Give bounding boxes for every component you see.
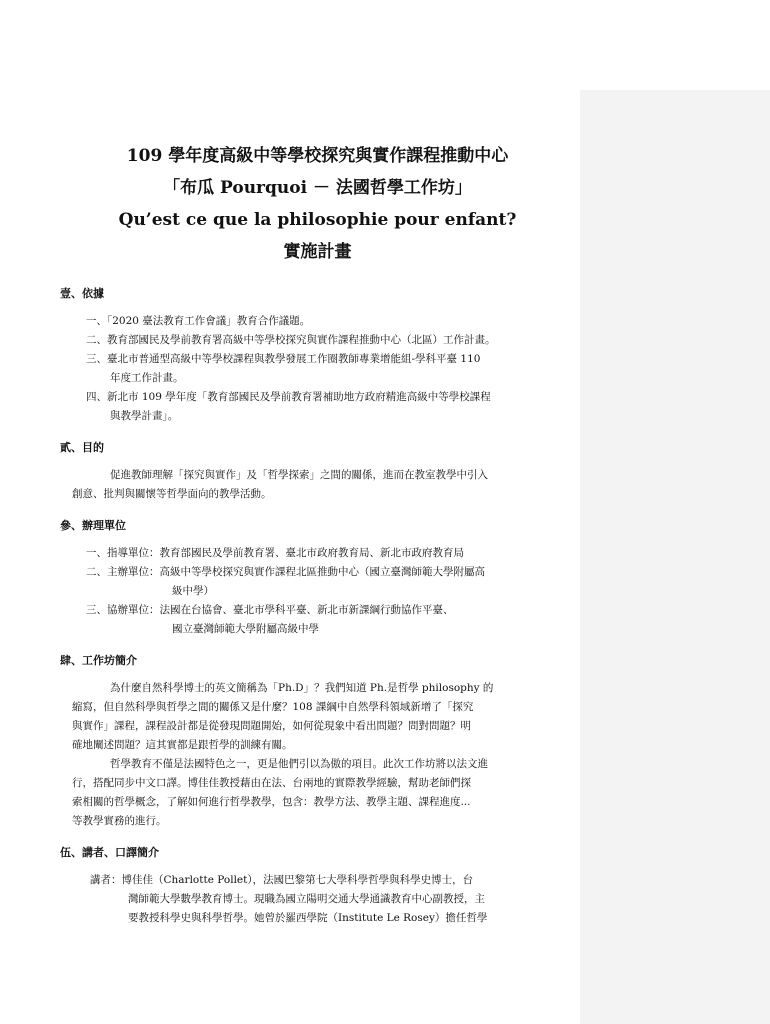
comment-margin-panel bbox=[580, 90, 770, 1024]
list-item-continuation: 與教學計畫」。 bbox=[110, 410, 179, 422]
list-item: 四、新北市 109 學年度「教育部國民及學前教育署補助地方政府精進高級中等學校課程 bbox=[86, 391, 491, 403]
paragraph-line: 確地闡述問題？這其實都是跟哲學的訓練有關。 bbox=[72, 739, 293, 751]
list-item-continuation: 國立臺灣師範大學附屬高級中學 bbox=[172, 623, 319, 635]
paragraph-line: 縮寫，但自然科學與哲學之間的關係又是什麼？108 課綱中自然學科領域新增了「探究 bbox=[72, 701, 474, 713]
section-heading-speakers: 伍、講者、口譯簡介 bbox=[60, 846, 159, 859]
paragraph-line: 促進教師理解「探究與實作」及「哲學探索」之間的關係，進而在教室教學中引入 bbox=[110, 469, 488, 481]
section-heading-workshop-intro: 肆、工作坊簡介 bbox=[60, 654, 137, 667]
paragraph-line: 講者：博佳佳（Charlotte Pollet），法國巴黎第七大學科學哲學與科學史博士，台 bbox=[90, 874, 474, 886]
paragraph-line: 灣師範大學數學教育博士。現職為國立陽明交通大學通識教育中心副教授，主 bbox=[128, 893, 485, 905]
title-line-4: 實施計畫 bbox=[283, 242, 352, 262]
section-heading-organizers: 參、辦理單位 bbox=[60, 519, 126, 532]
paragraph-line: 哲學教育不僅是法國特色之一，更是他們引以為傲的項目。此次工作坊將以法文進 bbox=[110, 758, 488, 770]
list-item: 三、臺北市普通型高級中等學校課程與教學發展工作圈教師專業增能組-學科平臺 110 bbox=[86, 353, 481, 365]
document-content bbox=[50, 140, 585, 928]
list-item: 一、指導單位：教育部國民及學前教育署、臺北市政府教育局、新北市政府教育局 bbox=[86, 547, 464, 559]
section-heading-purpose: 貳、目的 bbox=[60, 441, 104, 454]
paragraph-line: 等教學實務的進行。 bbox=[72, 815, 167, 827]
paragraph-line: 為什麼自然科學博士的英文簡稱為「Ph.D」？我們知道 Ph.是哲學 philosophy 的 bbox=[110, 682, 494, 694]
speaker-bio bbox=[90, 871, 585, 928]
paragraph-line: 索相關的哲學概念，了解如何進行哲學教學，包含：教學方法、教學主題、課程進度... bbox=[72, 796, 471, 808]
organizers-list bbox=[86, 544, 585, 639]
section-heading-basis: 壹、依據 bbox=[60, 287, 104, 300]
list-item: 二、教育部國民及學前教育署高級中等學校探究與實作課程推動中心（北區）工作計畫。 bbox=[86, 334, 496, 346]
title-line-2: 「布瓜 Pourquoi － 法國哲學工作坊」 bbox=[163, 178, 472, 198]
paragraph-line: 要教授科學史與科學哲學。她曾於羅西學院（Institute Le Rosey）擔任哲學 bbox=[128, 912, 488, 924]
list-item: 二、主辦單位：高級中等學校探究與實作課程北區推動中心（國立臺灣師範大學附屬高 bbox=[86, 566, 485, 578]
title-line-3: Qu’est ce que la philosophie pour enfant? bbox=[118, 210, 517, 230]
list-item-continuation: 年度工作計畫。 bbox=[110, 372, 184, 384]
paragraph-line: 與實作」課程，課程設計都是從發現問題開始，如何從現象中看出問題？問對問題？明 bbox=[72, 720, 471, 732]
list-item-continuation: 級中學） bbox=[172, 585, 214, 597]
basis-list bbox=[86, 312, 585, 426]
title-line-1: 109 學年度高級中等學校探究與實作課程推動中心 bbox=[126, 146, 509, 166]
paragraph-line: 行，搭配同步中文口譯。博佳佳教授藉由在法、台兩地的實際教學經驗，幫助老師們探 bbox=[72, 777, 471, 789]
document-title bbox=[40, 140, 595, 268]
list-item: 三、協辦單位：法國在台協會、臺北市學科平臺、新北市新課綱行動協作平臺、 bbox=[86, 604, 454, 616]
list-item: 一、「2020 臺法教育工作會議」教育合作議題。 bbox=[86, 315, 311, 327]
paragraph-line: 創意、批判與關懷等哲學面向的教學活動。 bbox=[72, 488, 272, 500]
purpose-paragraph bbox=[72, 466, 585, 504]
workshop-intro-paragraph bbox=[72, 679, 585, 831]
